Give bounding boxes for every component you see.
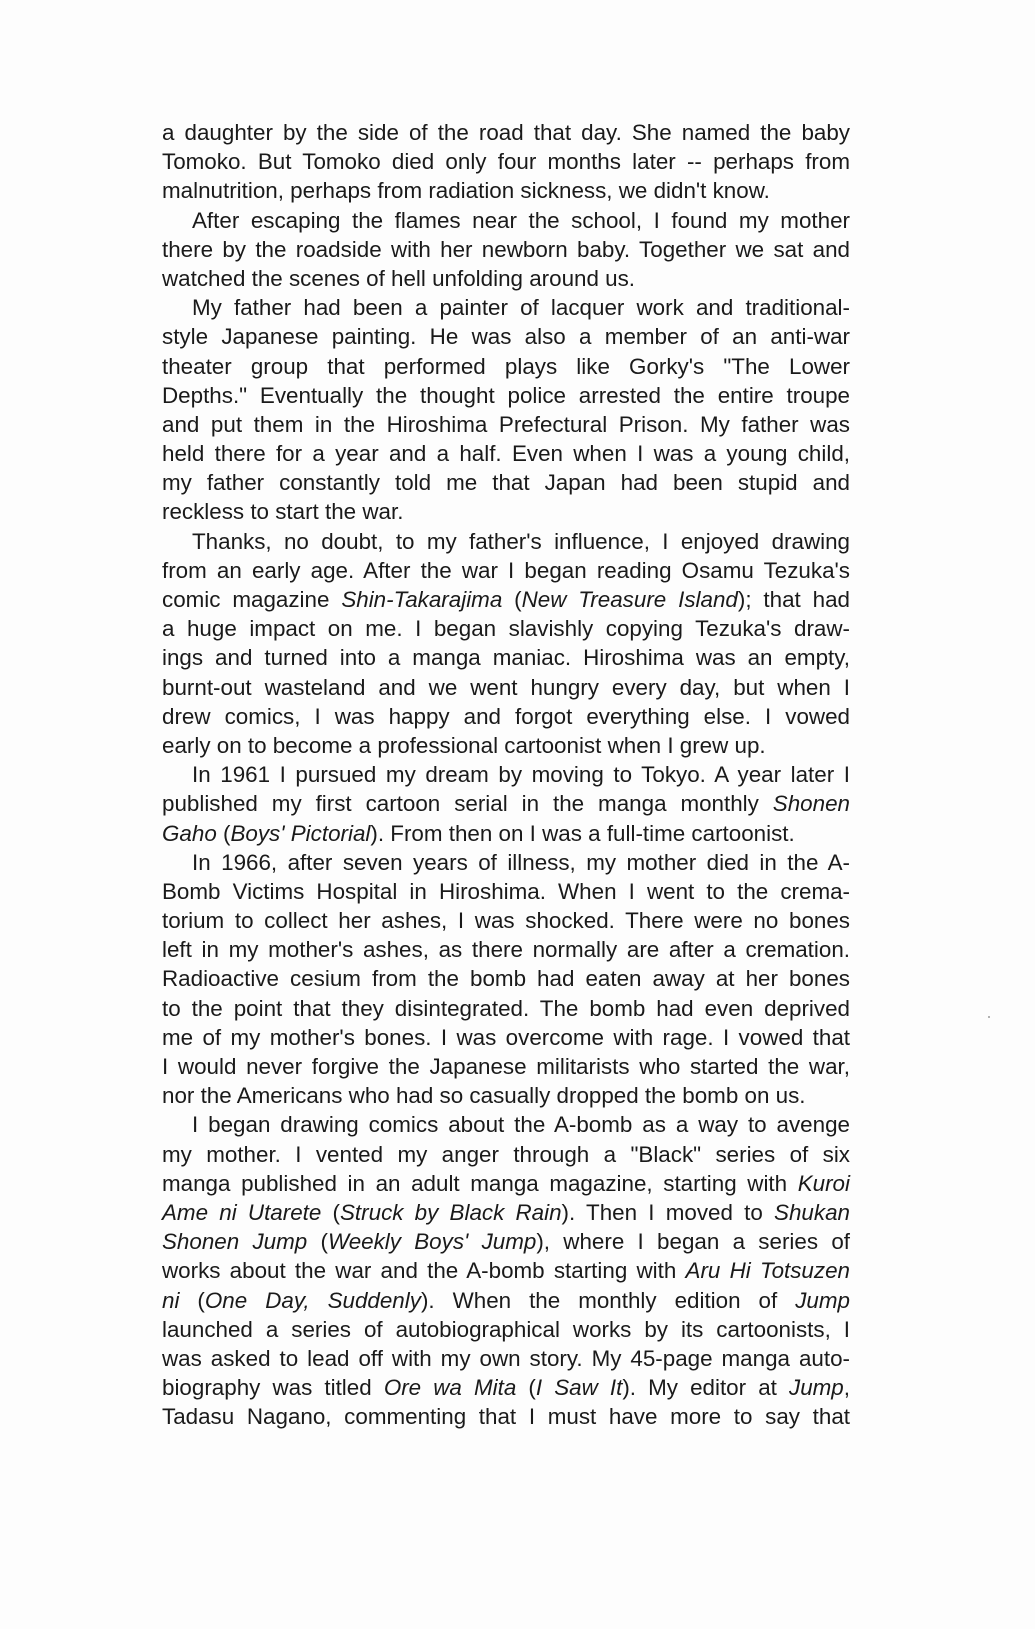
text-line — [162, 935, 850, 964]
text-run: published my first cartoon serial in the manga monthly — [162, 791, 773, 817]
text-run: Tadasu Nagano, commenting that I must have more to say that — [162, 1404, 850, 1430]
text-line — [162, 527, 850, 556]
italic-title: I Saw It — [535, 1375, 623, 1401]
paragraph — [162, 118, 850, 206]
text-run: ings and turned into a manga maniac. Hiroshima was an empty, — [162, 645, 850, 671]
body-text — [162, 118, 850, 1431]
text-line — [162, 410, 850, 439]
text-run: ( — [307, 1229, 328, 1255]
paragraph — [162, 848, 850, 1111]
text-line — [162, 585, 850, 614]
text-run: style Japanese painting. He was also a member of an anti-war — [162, 324, 850, 350]
text-run: my mother. I vented my anger through a "Black" series of six — [162, 1141, 850, 1167]
text-run: ( — [321, 1199, 340, 1225]
text-line — [162, 731, 850, 760]
text-line — [162, 964, 850, 993]
paragraph — [162, 527, 850, 761]
text-line — [162, 235, 850, 264]
text-line — [162, 381, 850, 410]
text-run: and put them in the Hiroshima Prefectural Prison. My father was — [162, 411, 850, 437]
paragraph — [162, 206, 850, 294]
text-run: I would never forgive the Japanese militarists who started the war, — [162, 1054, 850, 1079]
italic-title: Shin-Takarajima — [341, 587, 503, 612]
text-run: In 1961 I pursued my dream by moving to Tokyo. A year later I — [192, 762, 850, 788]
text-run: manga published in an adult manga magazine, starting with — [162, 1170, 798, 1196]
text-line — [162, 789, 850, 818]
text-run: left in my mother's ashes, as there normally are after a cremation. — [162, 937, 850, 963]
text-line — [162, 1140, 850, 1169]
text-line — [162, 1023, 850, 1052]
text-line — [162, 877, 850, 906]
text-run: nor the Americans who had so casually dropped the bomb on us. — [162, 1083, 806, 1109]
italic-title: Shonen Jump — [162, 1229, 308, 1255]
italic-title: Weekly Boys' Jump — [327, 1229, 537, 1255]
text-run: Bomb Victims Hospital in Hiroshima. When I went to the crema- — [162, 878, 850, 904]
text-run: watched the scenes of hell unfolding around us. — [162, 265, 636, 291]
text-line — [162, 848, 850, 877]
text-run: malnutrition, perhaps from radiation sickness, we didn't know. — [162, 178, 770, 204]
text-run: Depths." Eventually the thought police arrested the entire troupe — [162, 382, 850, 408]
text-run: ). From then on I was a full-time cartoonist. — [370, 820, 795, 846]
text-line — [162, 1344, 850, 1373]
text-run: works about the war and the A-bomb starting with — [162, 1258, 686, 1284]
italic-title: Struck by Black Rain — [340, 1199, 562, 1225]
text-run: early on to become a professional cartoonist when I grew up. — [162, 732, 766, 758]
text-line — [162, 147, 850, 176]
text-run: there by the roadside with her newborn baby. Together we sat and — [162, 236, 850, 262]
paragraph — [162, 760, 850, 848]
text-line — [162, 1110, 850, 1139]
text-run: After escaping the flames near the school, I found my mother — [192, 207, 850, 233]
text-line — [162, 1227, 850, 1256]
italic-title: Jump — [789, 1375, 844, 1401]
text-run: drew comics, I was happy and forgot everything else. I vowed — [162, 703, 850, 729]
text-line — [162, 497, 850, 526]
text-run: , — [843, 1375, 850, 1401]
text-run: comic magazine — [162, 587, 342, 612]
italic-title: Jump — [795, 1287, 850, 1313]
italic-title: New Treasure Island — [521, 587, 738, 612]
text-run: ( — [216, 820, 231, 846]
text-line — [162, 556, 850, 585]
text-run: ). My editor at — [622, 1375, 789, 1401]
text-line — [162, 352, 850, 381]
text-run: ), where I began a series of — [536, 1229, 850, 1255]
text-run: Thanks, no doubt, to my father's influence, I enjoyed drawing — [192, 528, 850, 554]
paragraph — [162, 1110, 850, 1431]
text-run: biography was titled — [162, 1375, 384, 1401]
italic-title: ni — [162, 1287, 180, 1313]
text-run: torium to collect her ashes, I was shocked. There were no bones — [162, 908, 850, 934]
italic-title: Boys' Pictorial — [230, 820, 371, 846]
text-line — [162, 994, 850, 1023]
text-run: burnt-out wasteland and we went hungry every day, but when I — [162, 674, 850, 700]
text-run: a daughter by the side of the road that day. She named the baby — [162, 120, 850, 145]
text-line — [162, 206, 850, 235]
text-run: My father had been a painter of lacquer work and traditional- — [192, 295, 850, 321]
text-run: held there for a year and a half. Even when I was a young child, — [162, 441, 850, 467]
text-line — [162, 1169, 850, 1198]
text-line — [162, 702, 850, 731]
text-line — [162, 1198, 850, 1227]
text-run: Tomoko. But Tomoko died only four months later -- perhaps from — [162, 149, 850, 175]
text-run: ). Then I moved to — [561, 1199, 775, 1225]
text-run: ). When the monthly edition of — [420, 1287, 796, 1313]
text-run: from an early age. After the war I began reading Osamu Tezuka's — [162, 557, 850, 583]
text-run: reckless to start the war. — [162, 499, 404, 525]
text-run: theater group that performed plays like Gorky's "The Lower — [162, 353, 850, 379]
text-run: I began drawing comics about the A-bomb as a way to avenge — [192, 1112, 850, 1138]
text-line — [162, 1052, 850, 1081]
text-line — [162, 1402, 850, 1431]
italic-title: Kuroi — [797, 1170, 850, 1196]
italic-title: Gaho — [162, 820, 217, 846]
text-line — [162, 673, 850, 702]
text-run: me of my mother's bones. I was overcome with rage. I vowed that — [162, 1024, 850, 1050]
text-run: ( — [502, 587, 522, 612]
italic-title: One Day, Suddenly — [204, 1287, 421, 1313]
text-line — [162, 906, 850, 935]
text-run: ( — [179, 1287, 205, 1313]
text-run: my father constantly told me that Japan had been stupid and — [162, 470, 850, 496]
text-line — [162, 614, 850, 643]
text-line — [162, 760, 850, 789]
text-line — [162, 1315, 850, 1344]
italic-title: Ore wa Mita — [383, 1375, 517, 1401]
text-run: was asked to lead off with my own story. My 45-page manga auto- — [162, 1345, 850, 1371]
italic-title: Aru Hi Totsuzen — [685, 1258, 850, 1284]
text-run: to the point that they disintegrated. The bomb had even deprived — [162, 995, 850, 1021]
text-line — [162, 468, 850, 497]
text-line — [162, 176, 850, 205]
text-line — [162, 293, 850, 322]
text-line — [162, 264, 850, 293]
text-run: a huge impact on me. I began slavishly copying Tezuka's draw- — [162, 616, 850, 642]
text-run: launched a series of autobiographical works by its cartoonists, I — [162, 1316, 850, 1342]
text-run: ( — [516, 1375, 536, 1401]
scan-speck — [988, 1016, 990, 1018]
text-line — [162, 819, 850, 848]
text-line — [162, 1081, 850, 1110]
paragraph — [162, 293, 850, 527]
italic-title: Ame ni Utarete — [162, 1199, 322, 1225]
italic-title: Shonen — [772, 791, 850, 817]
text-line — [162, 1373, 850, 1402]
text-line — [162, 439, 850, 468]
text-line — [162, 118, 850, 147]
text-line — [162, 1286, 850, 1315]
text-line — [162, 322, 850, 351]
italic-title: Shukan — [774, 1199, 850, 1225]
text-run: In 1966, after seven years of illness, my mother died in the A- — [192, 849, 850, 875]
text-run: ); that had — [737, 587, 850, 612]
text-line — [162, 1256, 850, 1285]
text-run: Radioactive cesium from the bomb had eaten away at her bones — [162, 966, 850, 992]
text-line — [162, 643, 850, 672]
